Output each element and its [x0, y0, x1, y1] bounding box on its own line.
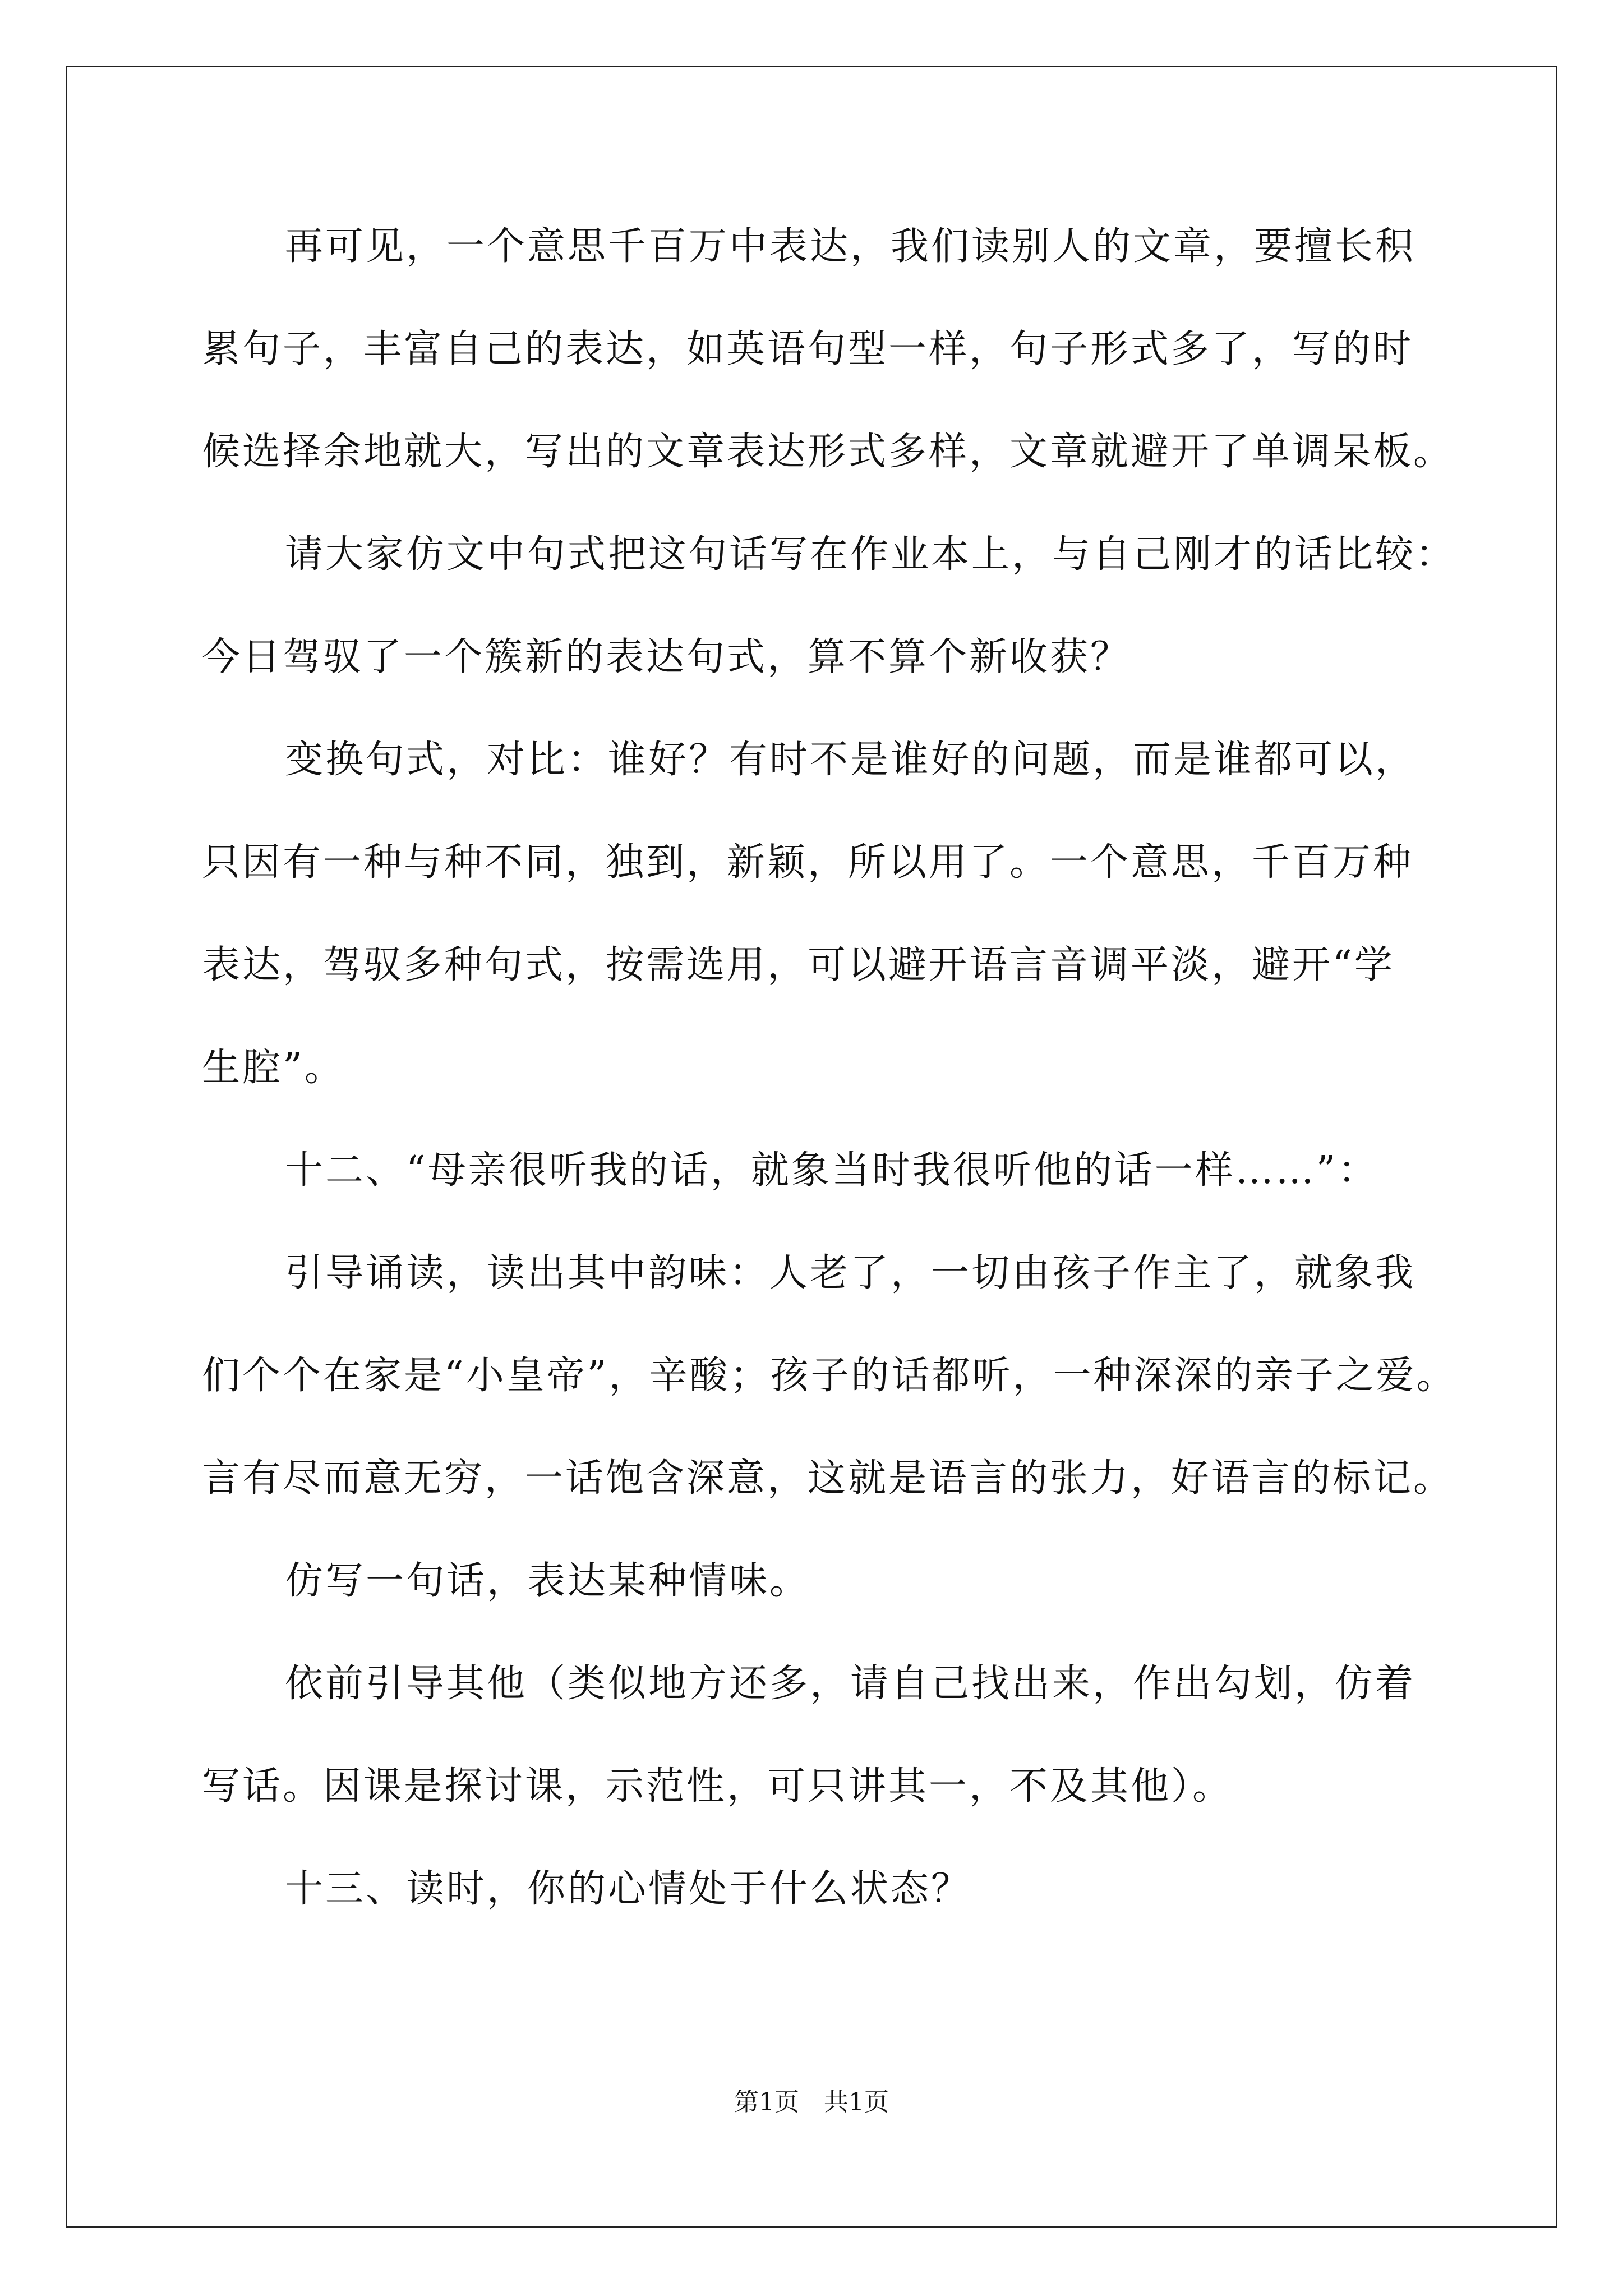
page-number-footer: 第1页 共1页 [734, 2088, 889, 2116]
paragraph-line-12: 们个个在家是“小皇帝”，辛酸；孩子的话都听，一种深深的亲子之爱。 [202, 1354, 1457, 1398]
paragraph-line-8: 表达，驾驭多种句式，按需选用，可以避开语言音调平淡，避开“学 [202, 943, 1395, 987]
paragraph-line-14: 仿写一句话，表达某种情味。 [285, 1559, 810, 1603]
paragraph-line-16: 写话。因课是探讨课，示范性，可只讲其一，不及其他）。 [202, 1764, 1233, 1809]
paragraph-line-4: 请大家仿文中句式把这句话写在作业本上，与自己刚才的话比较： [285, 532, 1456, 577]
paragraph-line-3: 候选择余地就大，写出的文章表达形式多样，文章就避开了单调呆板。 [202, 430, 1454, 474]
paragraph-line-15: 依前引导其他（类似地方还多，请自己找出来，作出勾划，仿着 [285, 1662, 1416, 1706]
paragraph-line-6: 变换句式，对比：谁好？有时不是谁好的问题，而是谁都可以， [285, 738, 1416, 782]
paragraph-line-9: 生腔”。 [202, 1046, 345, 1090]
paragraph-line-10: 十二、“母亲很听我的话，就象当时我很听他的话一样……”： [285, 1148, 1378, 1193]
paragraph-line-2: 累句子，丰富自己的表达，如英语句型一样，句子形式多了，写的时 [202, 327, 1414, 371]
paragraph-line-5: 今日驾驭了一个簇新的表达句式，算不算个新收获？ [202, 635, 1131, 679]
paragraph-line-11: 引导诵读，读出其中韵味：人老了，一切由孩子作主了，就象我 [285, 1251, 1416, 1295]
paragraph-line-17: 十三、读时，你的心情处于什么状态？ [285, 1867, 972, 1911]
paragraph-line-1: 再可见，一个意思千百万中表达，我们读别人的文章，要擅长积 [285, 224, 1416, 269]
paragraph-line-13: 言有尽而意无穷，一话饱含深意，这就是语言的张力，好语言的标记。 [202, 1456, 1454, 1501]
paragraph-line-7: 只因有一种与种不同，独到，新颖，所以用了。一个意思，千百万种 [202, 840, 1414, 885]
